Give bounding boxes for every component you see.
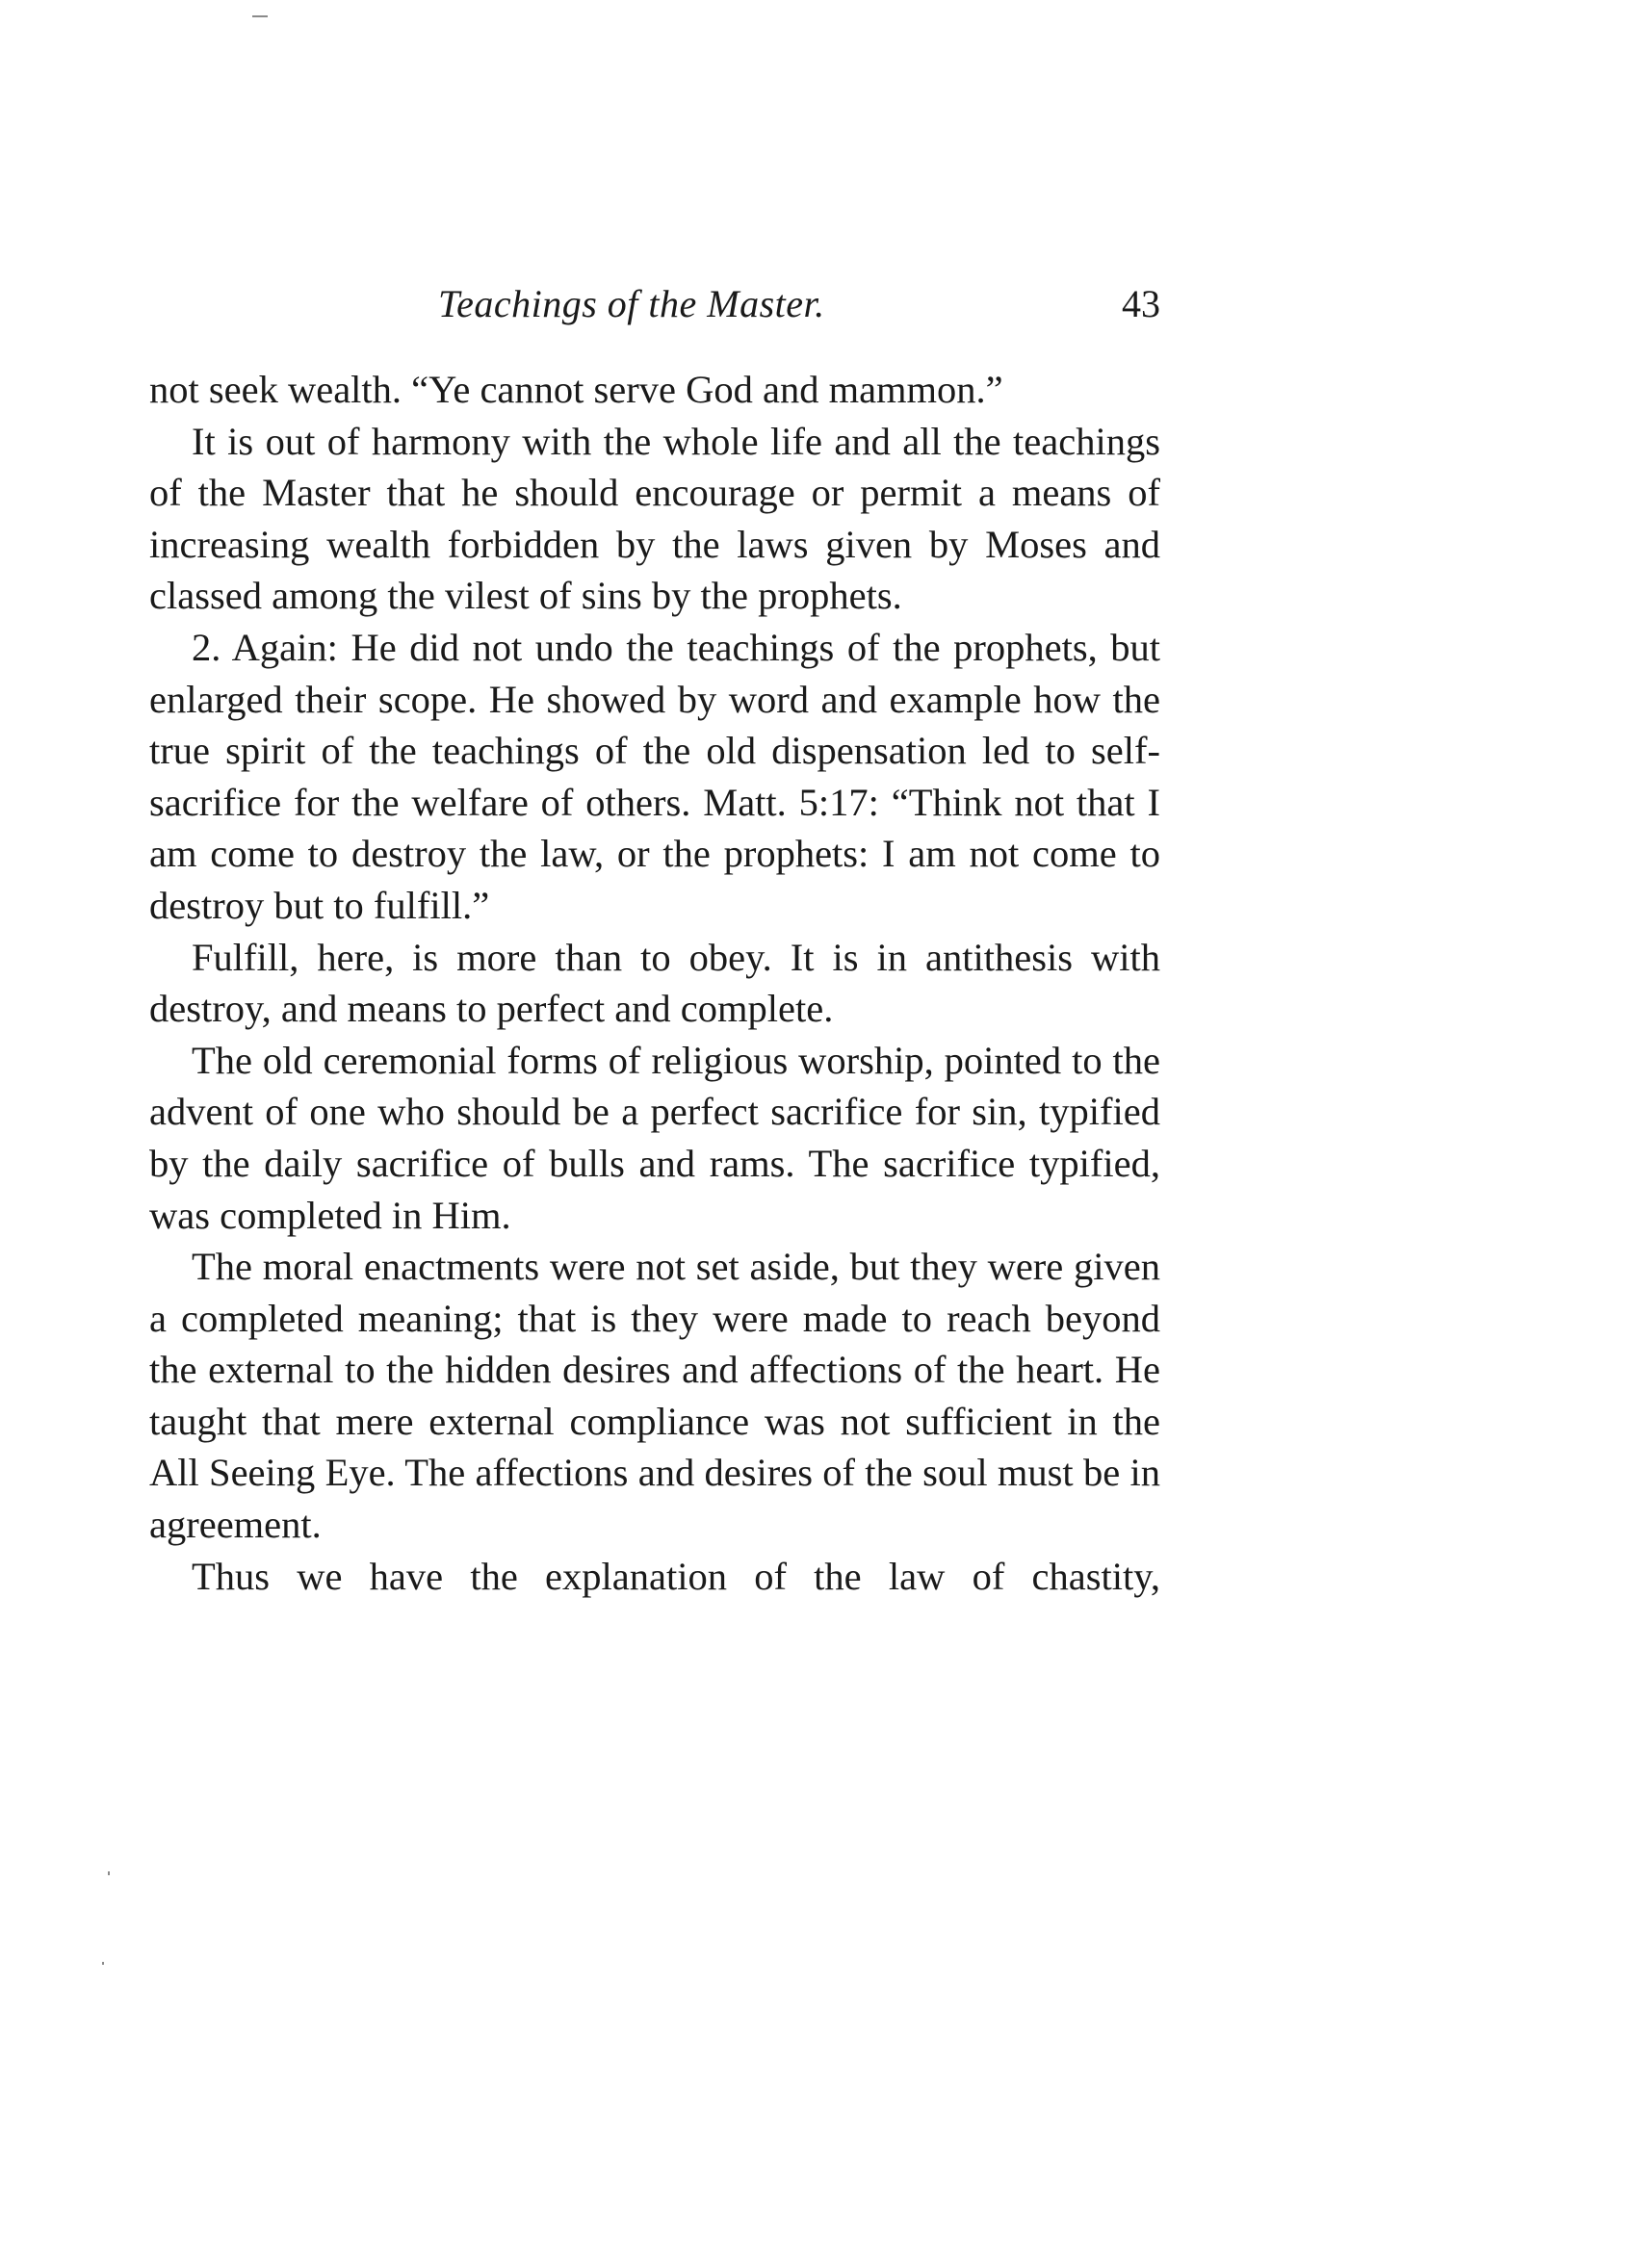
running-head: [149, 281, 1160, 339]
scan-mark-top: [252, 15, 268, 17]
paragraph-7: Thus we have the explanation of the law of chastity,: [192, 1554, 1160, 1598]
page-number: 43: [1122, 282, 1160, 325]
scan-dot-left-2: [102, 1962, 104, 1965]
paragraph-5: The old ceremonial forms of religious worship, pointed to the advent of one who should be a perfect sacrifice for sin, typified by the daily sacrifice of bulls and rams. The sacrifice typified, was completed in Him.: [149, 1038, 1160, 1237]
paragraph-4: Fulfill, here, is more than to obey. It is in antithesis with destroy, and means to perfect and complete.: [149, 935, 1160, 1031]
paragraph-6: The moral enactments were not set aside, but they were given a completed meaning; that is they were made to reach beyond the external to the hidden desires and affections of the heart. He taught that mere external compliance was not sufficient in the All Seeing Eye. The affections and desires of the soul must be in agreement.: [149, 1245, 1160, 1547]
paragraph-1: not seek wealth. “Ye cannot serve God and mammon.”: [149, 368, 1003, 411]
paragraph-3: 2. Again: He did not undo the teachings of the prophets, but enlarged their scope. He showed by word and example how the true spirit of the teachings of the old dispensation led to self-sacrifice for the welfare of others. Matt. 5:17: “Think not that I am come to destroy the law, or the prophets: I am not come to destroy but to fulfill.”: [149, 625, 1160, 927]
body-text: [149, 364, 1160, 1602]
paragraph-2: It is out of harmony with the whole life and all the teachings of the Master that he should encourage or permit a means of increasing wealth forbidden by the laws given by Moses and classed among the vilest of sins by the prophets.: [149, 419, 1160, 618]
running-title: Teachings of the Master.: [438, 282, 825, 325]
scan-dot-left-1: [108, 1871, 110, 1875]
